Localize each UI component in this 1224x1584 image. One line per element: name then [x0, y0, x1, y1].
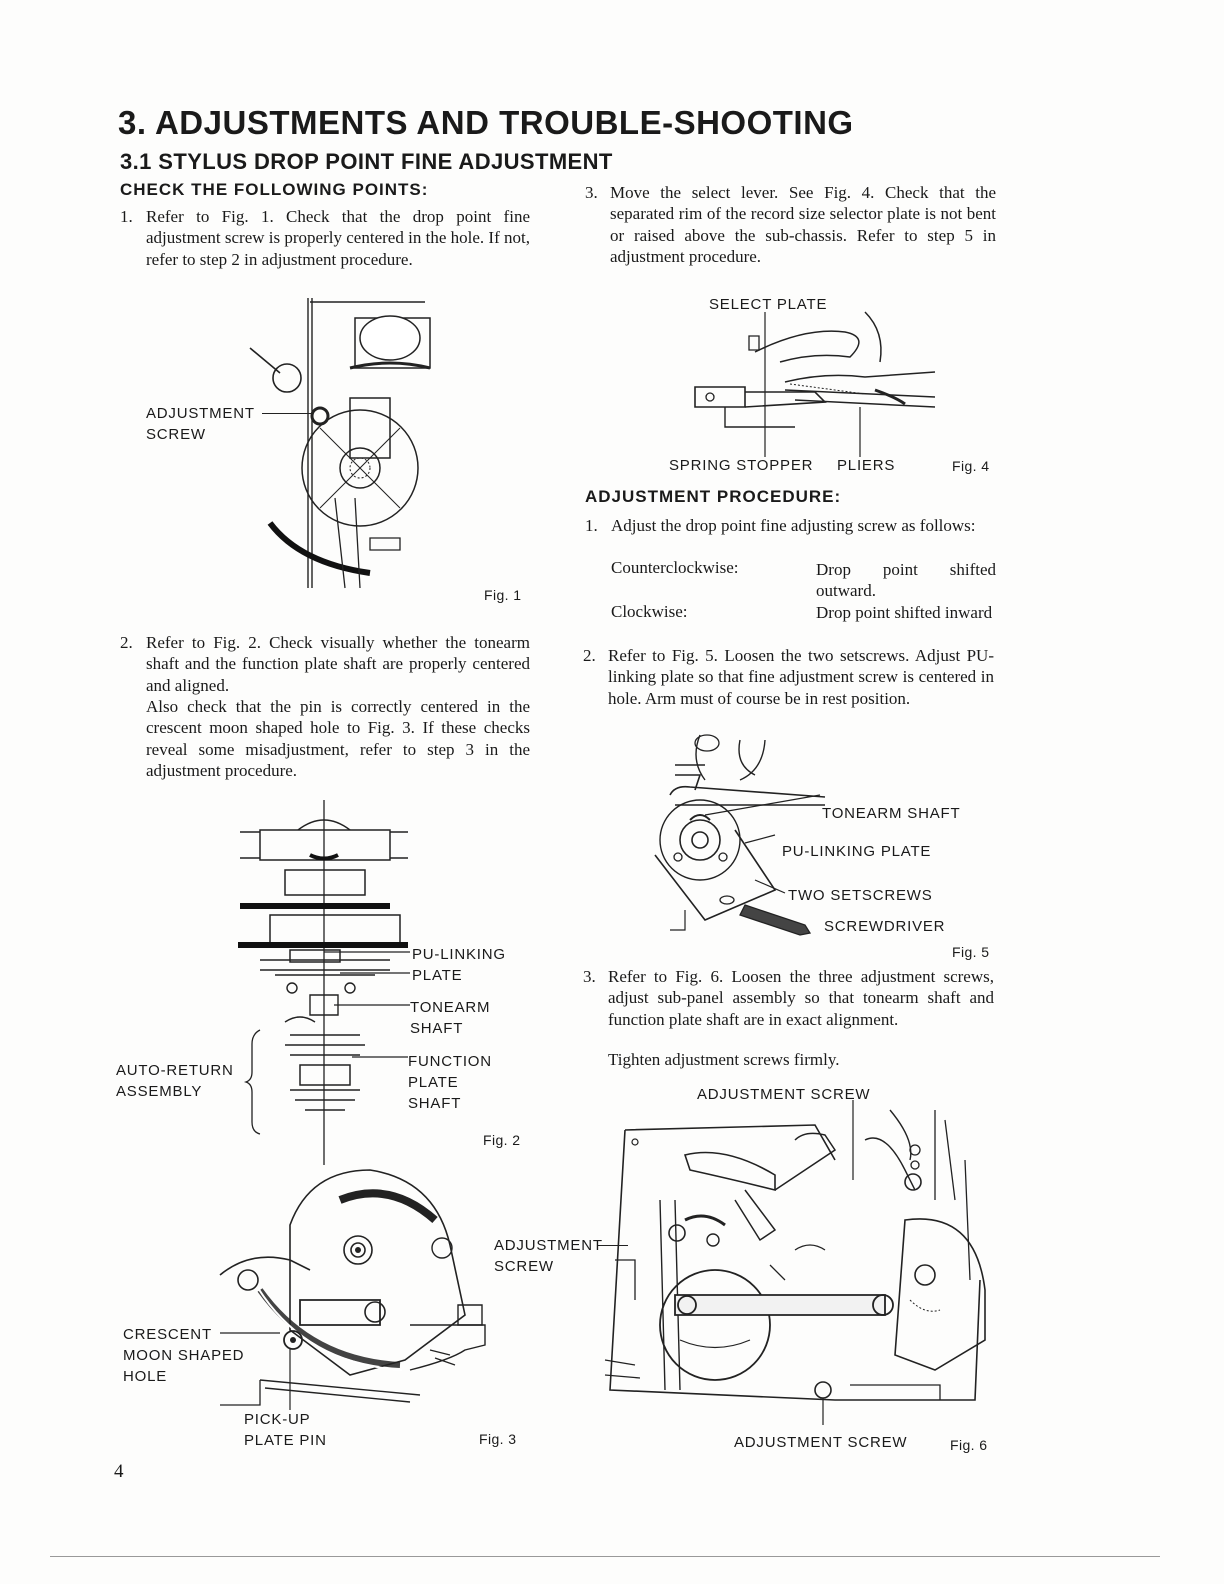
- fig6-label-left-2: SCREW: [494, 1258, 554, 1275]
- fig5-label-screwdriver: SCREWDRIVER: [824, 918, 946, 935]
- fig2-label-function-2: PLATE: [408, 1074, 459, 1091]
- fig2-label-auto-return-1: AUTO-RETURN: [116, 1062, 234, 1079]
- fig2-label-tonearm-1: TONEARM: [410, 999, 491, 1016]
- check-item-1-text: Refer to Fig. 1. Check that the drop point fine adjustment screw is properly centered in the hole. If not, refer to step 2 in adjustment procedure.: [146, 207, 530, 269]
- fig2-label-pu-linking-1: PU-LINKING: [412, 946, 506, 963]
- fig2-label-function-3: SHAFT: [408, 1095, 462, 1112]
- procedure-item-2: [583, 645, 994, 735]
- fig3-label-pin-2: PLATE PIN: [244, 1432, 327, 1449]
- fig4-label-pliers: PLIERS: [837, 457, 896, 474]
- procedure-item-2-number: 2.: [583, 646, 596, 665]
- fig1-caption: Fig. 1: [484, 587, 522, 603]
- fig2-label-pu-linking-2: PLATE: [412, 967, 463, 984]
- fig1-leader: [262, 413, 312, 414]
- procedure-item-2-text: Refer to Fig. 5. Loosen the two setscrews. Adjust PU-linking plate so that fine adjustment screw is centered in hole. Arm must of course be in rest position.: [608, 646, 994, 708]
- check-item-2-extra: Also check that the pin is correctly centered in the crescent moon shaped hole to Fig. 3. If these checks reveal some misadjustment, refer to step 3 in the adjustment procedure.: [146, 697, 530, 781]
- fig3-illustration: [210, 1160, 495, 1420]
- fig5-label-two-setscrews: TWO SETSCREWS: [788, 887, 933, 904]
- procedure-item-3-text: Refer to Fig. 6. Loosen the three adjustment screws, adjust sub-panel assembly so that tonearm shaft and function plate shaft are in exact alignment.: [608, 967, 994, 1029]
- fig4-illustration: [685, 312, 945, 462]
- procedure-direction-cw: Clockwise:: [611, 602, 688, 621]
- page-number: 4: [114, 1461, 124, 1482]
- fig2-caption: Fig. 2: [483, 1132, 521, 1148]
- fig5-label-pu-linking-plate: PU-LINKING PLATE: [782, 843, 932, 860]
- fig4-label-spring-stopper: SPRING STOPPER: [669, 457, 814, 474]
- fig6-illustration: [595, 1100, 995, 1420]
- fig6-label-top: ADJUSTMENT SCREW: [697, 1086, 871, 1103]
- fig6-label-left-1: ADJUSTMENT: [494, 1237, 603, 1254]
- fig3-label-pin-1: PICK-UP: [244, 1411, 311, 1428]
- fig1-illustration: [250, 298, 450, 598]
- procedure-effect-ccw: Drop point shifted outward.: [816, 560, 996, 601]
- subsection-title: 3.1 STYLUS DROP POINT FINE ADJUSTMENT: [120, 149, 613, 174]
- fig2-label-auto-return-2: ASSEMBLY: [116, 1083, 203, 1100]
- fig4-caption: Fig. 4: [952, 458, 990, 474]
- procedure-heading: ADJUSTMENT PROCEDURE:: [585, 487, 842, 506]
- check-item-2: [120, 632, 530, 698]
- procedure-item-3-number: 3.: [583, 967, 596, 986]
- fig2-brace: [244, 1030, 264, 1135]
- procedure-effect-cw: Drop point shifted inward: [816, 603, 993, 622]
- procedure-item-1-number: 1.: [585, 516, 598, 535]
- bottom-rule: [50, 1556, 1160, 1557]
- check-item-1-number: 1.: [120, 207, 133, 226]
- section-title: 3. ADJUSTMENTS AND TROUBLE-SHOOTING: [118, 104, 854, 141]
- check-item-2-number: 2.: [120, 633, 133, 652]
- fig3-caption: Fig. 3: [479, 1431, 517, 1447]
- fig3-label-crescent-3: HOLE: [123, 1368, 168, 1385]
- procedure-item-3: [583, 966, 994, 1056]
- fig4-label-select-plate: SELECT PLATE: [709, 296, 828, 313]
- procedure-item-3-extra: Tighten adjustment screws firmly.: [608, 1050, 840, 1069]
- fig6-caption: Fig. 6: [950, 1437, 988, 1453]
- check-item-3: [585, 182, 996, 292]
- check-item-3-text: Move the select lever. See Fig. 4. Check that the separated rim of the record size selector plate is not bent or raised above the sub-chassis. Refer to step 5 in adjustment procedure.: [610, 183, 996, 267]
- check-item-3-number: 3.: [585, 183, 598, 202]
- fig3-label-crescent-1: CRESCENT: [123, 1326, 212, 1343]
- fig3-label-crescent-2: MOON SHAPED: [123, 1347, 245, 1364]
- procedure-item-1: [585, 515, 996, 559]
- check-item-1: [120, 206, 530, 296]
- procedure-item-1-text: Adjust the drop point fine adjusting screw as follows:: [611, 516, 976, 535]
- procedure-direction-ccw: Counterclockwise:: [611, 558, 739, 577]
- fig1-label-adjustment: ADJUSTMENT: [146, 405, 255, 422]
- fig2-label-tonearm-2: SHAFT: [410, 1020, 464, 1037]
- fig5-caption: Fig. 5: [952, 944, 990, 960]
- fig2-label-function-1: FUNCTION: [408, 1053, 492, 1070]
- fig6-label-bottom: ADJUSTMENT SCREW: [734, 1434, 908, 1451]
- fig5-label-tonearm-shaft: TONEARM SHAFT: [822, 805, 961, 822]
- check-heading: CHECK THE FOLLOWING POINTS:: [120, 180, 429, 199]
- check-item-2-text: Refer to Fig. 2. Check visually whether the tonearm shaft and the function plate shaft are properly centered and aligned.: [146, 633, 530, 695]
- fig1-label-screw: SCREW: [146, 426, 206, 443]
